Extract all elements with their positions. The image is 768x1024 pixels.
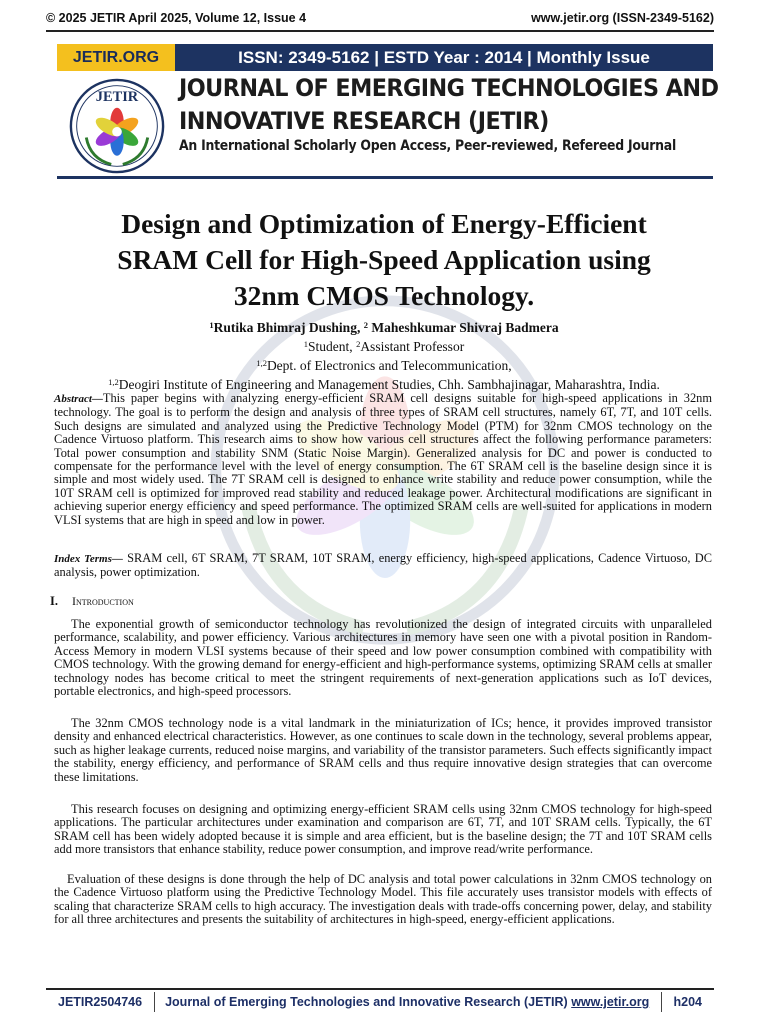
logo-text: JETIR (95, 89, 139, 106)
intro-paragraph-3: This research focuses on designing and optimizing energy-efficient SRAM cells using 32nm CMOS technology for high-speed applications. The particular architectures under examination and comparison are 6T, 7T, and 10T SRAM cells. Typically, the 6T SRAM cell has been widely adopted because it is simple and area efficient, but is the baseline design; the 7T and 10T SRAM cells add more transistors that enhance stability, reduce power consumption, and improve read/write performance. (54, 802, 712, 857)
abstract-text: This paper begins with analyzing energy-efficient SRAM cell designs suitable for high-speed applications in 32nm technology. The goal is to perform the design and analysis of three types of SRAM cell structures, namely 6T, 7T, and 10T cells. Such designs are simulated and analyzed using the Predictive Technology Model (PTM) for 32nm CMOS technology on the Cadence Virtuoso platform. This research aims to show how various cell structures affect the following performance parameters: Total power consumption and stability SNM (Static Noise Margin). Generalized analysis for DC and power is conducted to compensate for the performance level with the level of energy consumption. The 6T SRAM cell is the baseline design since it is simple and most widely used. The 7T SRAM cell is designed to enhance write stability and reduce power consumption, while the 10T SRAM cell is optimized for improved read stability and reduced leakage power. Architectural modifications are significant in achieving superior energy efficiency and speed performance. The optimized SRAM cells are well-suited for applications in modern VLSI systems that are high in speed and low in power. (54, 391, 712, 527)
journal-subtitle: An International Scholarly Open Access, Peer-reviewed, Refereed Journal (179, 138, 676, 154)
institution: $^{1,2}$Deogiri Institute of Engineering and Management Studies, Chh. Sambhajinagar, Maharashtra, India. (108, 377, 660, 392)
journal-title: JOURNAL OF EMERGING TECHNOLOGIES AND INNOVATIVE RESEARCH (JETIR) (179, 74, 719, 135)
running-header (46, 9, 714, 27)
intro-paragraph-2: The 32nm CMOS technology node is a vital landmark in the miniaturization of ICs; hence, it provides improved transistor density and enhanced electrical characteristics. However, as one continues to scale down in the technology, several problems appear, such as higher leakage currents, reduced noise margins, and variability of the transistor parameters. Such effects significantly impact the stability, energy efficiency, and performance of SRAM cells and thus require innovative design strategies that can overcome these limitations. (54, 716, 712, 784)
masthead-divider (57, 176, 713, 179)
footer-url-link[interactable]: www.jetir.org (571, 995, 650, 1009)
page-number: h204 (661, 992, 715, 1012)
intro-paragraph-1: The exponential growth of semiconductor technology has revolutionized the design of integrated circuits with unparalleled performance, scalability, and power efficiency. Various architectures in memory have seen one with a pivotal position in Random-Access Memory in modern VLSI systems because of their speed and low power consumption combined with compatibility with CMOS technology. With the growing demand for energy-efficient and high-performance systems, optimizing SRAM cells at smaller technology nodes has become critical to meet the stringent requirements of next-generation applications such as IoT devices, portable electronics, and high-speed processors. (54, 617, 712, 699)
website-issn: www.jetir.org (ISSN-2349-5162) (531, 11, 714, 25)
paper-title: Design and Optimization of Energy-Efficient SRAM Cell for High-Speed Application using 32nm CMOS Technology. (117, 208, 651, 311)
paper-id: JETIR2504746 (46, 992, 155, 1012)
section-number: I. (50, 594, 58, 608)
abstract-lead: Abstract— (54, 393, 103, 405)
abstract (54, 392, 712, 527)
intro-paragraph-4: Evaluation of these designs is done through the help of DC analysis and total power calculations in 32nm CMOS technology on the Cadence Virtuoso platform using the Predictive Technology Model. This file accurately uses transistor models with effects of scaling that characterize SRAM cells to high accuracy. The investigation deals with trade-offs concerning power, delay, and stability for all three architectures and presents the suitability of architectures in high-speed, energy-efficient applications. (54, 872, 712, 927)
issue-info: © 2025 JETIR April 2025, Volume 12, Issue 4 (46, 11, 307, 25)
jetir-logo-icon (69, 78, 165, 174)
author-names: $^1$Rutika Bhimraj Dushing, $^2$ Maheshkumar Shivraj Badmera (209, 320, 559, 335)
footer-journal: Journal of Emerging Technologies and Innovative Research (JETIR) www.jetir.org (165, 995, 650, 1009)
author-block (40, 317, 728, 393)
section-heading (50, 594, 134, 609)
running-footer (46, 991, 714, 1013)
index-terms-lead: Index Terms— (54, 553, 123, 565)
footer-divider (46, 988, 714, 990)
department: $^{1,2}$Dept. of Electronics and Telecommunication, (256, 358, 512, 373)
index-terms (54, 552, 712, 580)
jetir-org-tab: JETIR.ORG (57, 44, 175, 71)
header-divider (46, 30, 714, 32)
section-title: Introduction (72, 594, 134, 608)
issn-bar: ISSN: 2349-5162 | ESTD Year : 2014 | Monthly Issue (175, 44, 713, 71)
journal-masthead (57, 42, 719, 180)
author-roles: $^1$Student, $^2$Assistant Professor (303, 339, 465, 354)
index-terms-text: SRAM cell, 6T SRAM, 7T SRAM, 10T SRAM, energy efficiency, high-speed applications, Cadence Virtuoso, DC analysis, power optimization. (54, 551, 712, 580)
